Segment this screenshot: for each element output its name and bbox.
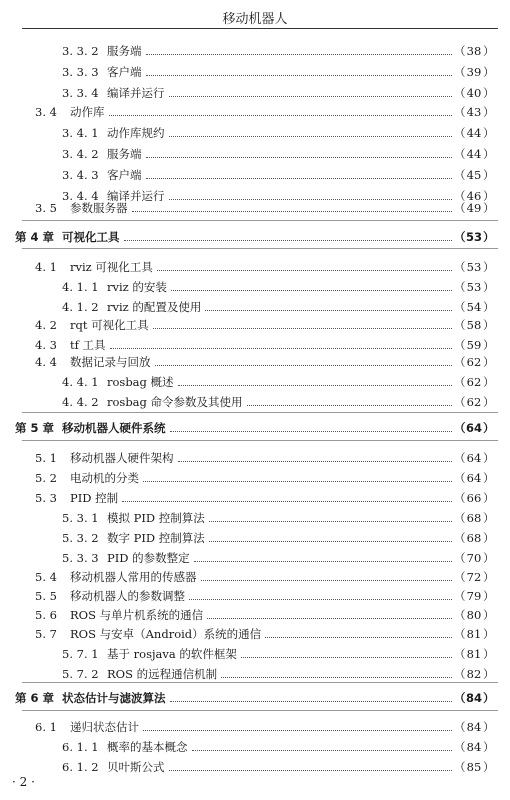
- toc-entry-title: 模拟 PID 控制算法: [107, 511, 205, 525]
- toc-section-row: [0, 586, 510, 606]
- leader-dots: [109, 115, 452, 116]
- toc-entry-page: （44 ）: [454, 126, 495, 140]
- toc-subsection-row: [0, 528, 510, 548]
- toc-entry-page: （62 ）: [454, 395, 495, 409]
- toc-section-row: [0, 468, 510, 488]
- page-number: · 2 ·: [12, 775, 35, 789]
- toc-subsection-row: [0, 165, 510, 185]
- toc-subsection-row: [0, 62, 510, 82]
- chapter-rule: [22, 440, 498, 441]
- toc-entry-title: rosbag 命令参数及其使用: [107, 395, 243, 409]
- leader-dots: [189, 599, 452, 600]
- toc-entry-page: （44 ）: [454, 147, 495, 161]
- toc-entry-page: （58 ）: [454, 318, 495, 332]
- leader-dots: [155, 365, 452, 366]
- toc-entry-page: （72 ）: [454, 570, 495, 584]
- chapter-rule: [22, 220, 498, 221]
- chapter-rule: [22, 412, 498, 413]
- toc-entry-title: 编译并运行: [107, 189, 165, 203]
- toc-entry-number: 4. 3: [35, 338, 57, 352]
- toc-subsection-row: [0, 277, 510, 297]
- toc-subsection-row: [0, 644, 510, 664]
- toc-entry-page: （64 ）: [454, 451, 495, 465]
- toc-entry-page: （53）: [454, 230, 495, 244]
- toc-entry-title: 动作库: [70, 105, 105, 119]
- toc-entry-title: ROS 与单片机系统的通信: [70, 608, 204, 622]
- toc-entry-title: 服务端: [107, 147, 142, 161]
- running-title: 移动机器人: [222, 12, 288, 27]
- leader-dots: [241, 657, 452, 658]
- leader-dots: [201, 580, 452, 581]
- toc-entry-page: （49 ）: [454, 201, 495, 215]
- toc-entry-number: 5. 7. 2: [62, 667, 99, 681]
- toc-entry-title: 服务端: [107, 44, 142, 58]
- toc-section-row: [0, 605, 510, 625]
- leader-dots: [209, 541, 452, 542]
- toc-entry-title: rviz 的安装: [107, 280, 167, 294]
- leader-dots: [122, 501, 452, 502]
- toc-entry-title: 移动机器人常用的传感器: [70, 570, 197, 584]
- toc-entry-title: 客户端: [107, 168, 142, 182]
- leader-dots: [207, 618, 452, 619]
- toc-entry-number: 3. 4. 4: [62, 189, 99, 203]
- leader-dots: [132, 211, 452, 212]
- toc-entry-number: 5. 3: [35, 491, 57, 505]
- leader-dots: [171, 290, 452, 291]
- toc-entry-page: （43 ）: [454, 105, 495, 119]
- toc-entry-page: （82 ）: [454, 667, 495, 681]
- toc-entry-number: 4. 1. 2: [62, 300, 99, 314]
- toc-entry-number: 5. 1: [35, 451, 57, 465]
- toc-entry-title: rviz 的配置及使用: [107, 300, 202, 314]
- toc-entry-number: 5. 6: [35, 608, 57, 622]
- toc-entry-number: 3. 3. 2: [62, 44, 99, 58]
- toc-subsection-row: [0, 297, 510, 317]
- toc-entry-number: 第 4 章: [15, 230, 55, 244]
- toc-entry-page: （64）: [454, 421, 495, 435]
- leader-dots: [157, 270, 452, 271]
- toc-entry-page: （84）: [454, 691, 495, 705]
- toc-entry-title: 数据记录与回放: [70, 355, 151, 369]
- leader-dots: [178, 461, 452, 462]
- toc-entry-number: 5. 7: [35, 627, 57, 641]
- toc-entry-title: rosbag 概述: [107, 375, 174, 389]
- toc-chapter-row: [0, 418, 510, 438]
- toc-entry-page: （53 ）: [454, 260, 495, 274]
- toc-entry-page: （85 ）: [454, 760, 495, 774]
- leader-dots: [170, 431, 452, 432]
- toc-subsection-row: [0, 144, 510, 164]
- leader-dots: [205, 310, 452, 311]
- leader-dots: [169, 96, 452, 97]
- leader-dots: [124, 240, 452, 241]
- toc-entry-number: 4. 2: [35, 318, 57, 332]
- toc-entry-title: rviz 可视化工具: [70, 260, 153, 274]
- toc-entry-page: （39 ）: [454, 65, 495, 79]
- toc-entry-title: 可视化工具: [62, 230, 120, 244]
- toc-subsection-row: [0, 737, 510, 757]
- toc-entry-page: （64 ）: [454, 471, 495, 485]
- leader-dots: [192, 750, 452, 751]
- toc-entry-number: 4. 1: [35, 260, 57, 274]
- toc-entry-title: 状态估计与滤波算法: [62, 691, 166, 705]
- leader-dots: [247, 405, 452, 406]
- toc-entry-page: （40 ）: [454, 86, 495, 100]
- toc-chapter-row: [0, 688, 510, 708]
- chapter-rule: [22, 682, 498, 683]
- toc-entry-page: （80 ）: [454, 608, 495, 622]
- toc-entry-title: 移动机器人的参数调整: [70, 589, 185, 603]
- toc-entry-number: 3. 4. 1: [62, 126, 99, 140]
- toc-entry-title: 基于 rosjava 的软件框架: [107, 647, 237, 661]
- toc-entry-number: 3. 3. 3: [62, 65, 99, 79]
- toc-subsection-row: [0, 757, 510, 777]
- leader-dots: [169, 136, 452, 137]
- leader-dots: [146, 54, 452, 55]
- toc-entry-title: 动作库规约: [107, 126, 165, 140]
- toc-entry-number: 3. 4. 2: [62, 147, 99, 161]
- toc-entry-title: 客户端: [107, 65, 142, 79]
- toc-entry-number: 5. 2: [35, 471, 57, 485]
- leader-dots: [143, 481, 452, 482]
- toc-entry-title: ROS 的远程通信机制: [107, 667, 218, 681]
- chapter-rule: [22, 248, 498, 249]
- toc-entry-number: 5. 3. 1: [62, 511, 99, 525]
- toc-entry-title: PID 控制: [70, 491, 119, 505]
- toc-entry-number: 第 5 章: [15, 421, 55, 435]
- leader-dots: [209, 521, 452, 522]
- toc-section-row: [0, 257, 510, 277]
- toc-entry-page: （59 ）: [454, 338, 495, 352]
- toc-entry-number: 4. 1. 1: [62, 280, 99, 294]
- toc-entry-title: 编译并运行: [107, 86, 165, 100]
- toc-entry-page: （46 ）: [454, 189, 495, 203]
- toc-entry-page: （70 ）: [454, 551, 495, 565]
- toc-section-row: [0, 488, 510, 508]
- toc-entry-page: （81 ）: [454, 627, 495, 641]
- toc-entry-number: 4. 4. 1: [62, 375, 99, 389]
- toc-section-row: [0, 102, 510, 122]
- toc-entry-page: （68 ）: [454, 511, 495, 525]
- toc-chapter-row: [0, 227, 510, 247]
- toc-entry-number: 第 6 章: [15, 691, 55, 705]
- toc-entry-page: （53 ）: [454, 280, 495, 294]
- toc-entry-page: （68 ）: [454, 531, 495, 545]
- toc-section-row: [0, 717, 510, 737]
- toc-subsection-row: [0, 83, 510, 103]
- toc-entry-number: 5. 7. 1: [62, 647, 99, 661]
- toc-section-row: [0, 624, 510, 644]
- toc-entry-title: 数字 PID 控制算法: [107, 531, 205, 545]
- toc-section-row: [0, 198, 510, 218]
- toc-entry-number: 6. 1. 2: [62, 760, 99, 774]
- toc-section-row: [0, 352, 510, 372]
- leader-dots: [153, 328, 452, 329]
- leader-dots: [146, 157, 452, 158]
- toc-subsection-row: [0, 123, 510, 143]
- toc-entry-page: （84 ）: [454, 740, 495, 754]
- toc-entry-title: 移动机器人硬件系统: [62, 421, 166, 435]
- toc-entry-title: PID 的参数整定: [107, 551, 190, 565]
- leader-dots: [169, 770, 452, 771]
- toc-entry-number: 3. 3. 4: [62, 86, 99, 100]
- toc-entry-title: 贝叶斯公式: [107, 760, 165, 774]
- toc-entry-number: 4. 4. 2: [62, 395, 99, 409]
- toc-entry-title: 电动机的分类: [70, 471, 139, 485]
- toc-entry-page: （66 ）: [454, 491, 495, 505]
- leader-dots: [146, 75, 452, 76]
- toc-entry-number: 3. 5: [35, 201, 57, 215]
- toc-section-row: [0, 315, 510, 335]
- toc-entry-title: rqt 可视化工具: [70, 318, 149, 332]
- leader-dots: [194, 561, 452, 562]
- toc-entry-number: 6. 1. 1: [62, 740, 99, 754]
- chapter-rule: [22, 710, 498, 711]
- toc-entry-page: （62 ）: [454, 375, 495, 389]
- leader-dots: [265, 637, 452, 638]
- toc-section-row: [0, 448, 510, 468]
- leader-dots: [143, 730, 452, 731]
- leader-dots: [178, 385, 452, 386]
- toc-entry-page: （81 ）: [454, 647, 495, 661]
- toc-entry-number: 5. 5: [35, 589, 57, 603]
- toc-entry-title: 概率的基本概念: [107, 740, 188, 754]
- toc-entry-page: （84 ）: [454, 720, 495, 734]
- toc-entry-page: （79 ）: [454, 589, 495, 603]
- toc-entry-page: （45 ）: [454, 168, 495, 182]
- leader-dots: [110, 348, 452, 349]
- leader-dots: [146, 178, 452, 179]
- toc-entry-number: 6. 1: [35, 720, 57, 734]
- toc-entry-title: 移动机器人硬件架构: [70, 451, 174, 465]
- toc-entry-page: （54 ）: [454, 300, 495, 314]
- toc-subsection-row: [0, 508, 510, 528]
- toc-entry-number: 3. 4: [35, 105, 57, 119]
- toc-section-row: [0, 567, 510, 587]
- toc-entry-number: 4. 4: [35, 355, 57, 369]
- toc-entry-number: 3. 4. 3: [62, 168, 99, 182]
- leader-dots: [221, 677, 452, 678]
- toc-entry-number: 5. 3. 2: [62, 531, 99, 545]
- toc-subsection-row: [0, 548, 510, 568]
- toc-entry-title: ROS 与安卓（Android）系统的通信: [70, 627, 262, 641]
- toc-entry-title: 参数服务器: [70, 201, 128, 215]
- toc-subsection-row: [0, 392, 510, 412]
- leader-dots: [170, 701, 452, 702]
- toc-subsection-row: [0, 41, 510, 61]
- toc-entry-page: （62 ）: [454, 355, 495, 369]
- toc-entry-title: 递归状态估计: [70, 720, 139, 734]
- toc-entry-title: tf 工具: [70, 338, 106, 352]
- toc-subsection-row: [0, 372, 510, 392]
- toc-subsection-row: [0, 664, 510, 684]
- toc-entry-page: （38 ）: [454, 44, 495, 58]
- toc-entry-number: 5. 3. 3: [62, 551, 99, 565]
- toc-entry-number: 5. 4: [35, 570, 57, 584]
